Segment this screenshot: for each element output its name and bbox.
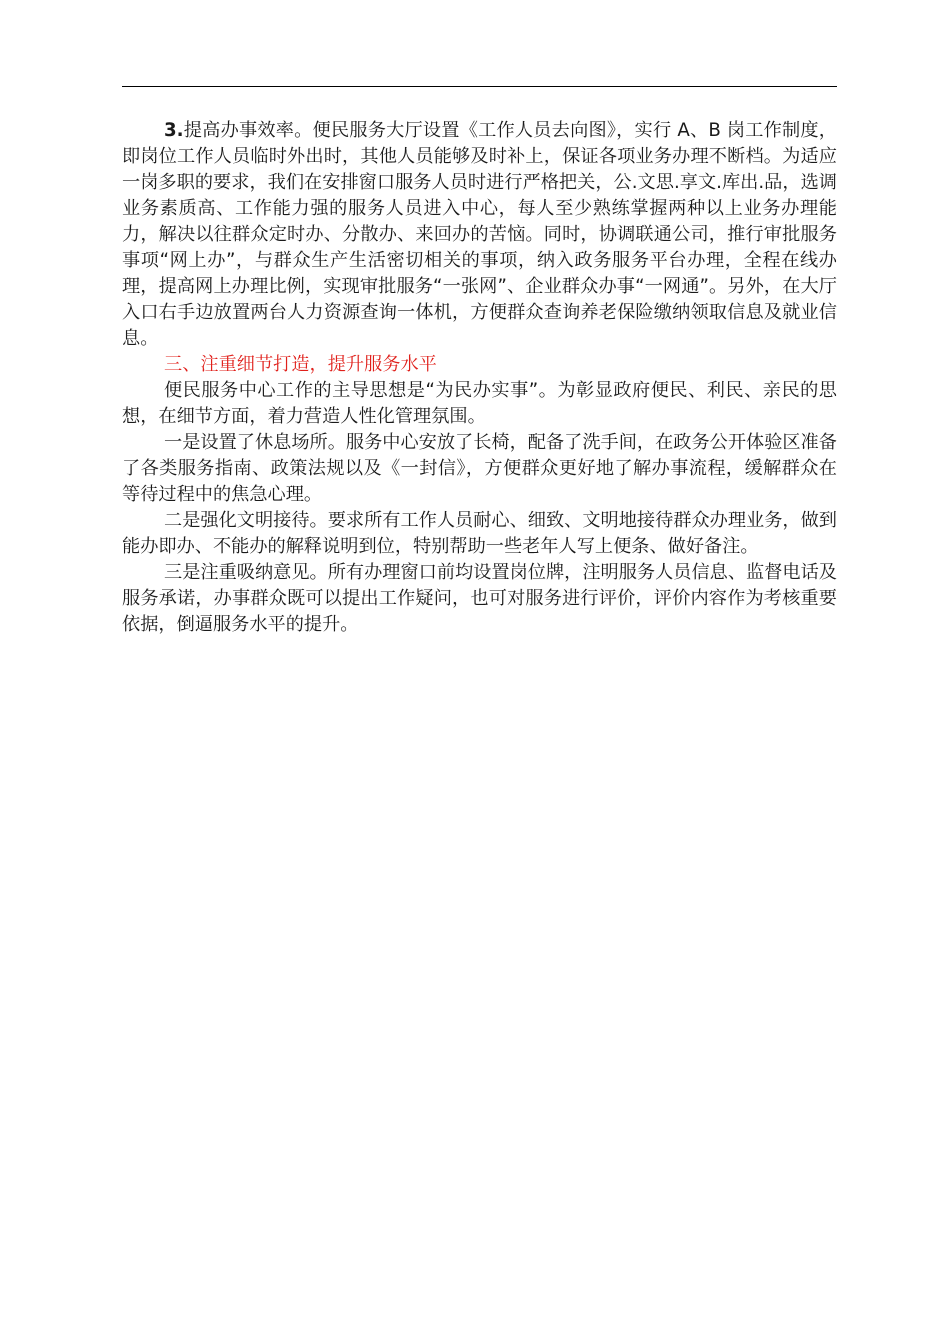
document-body bbox=[122, 118, 837, 638]
paragraph-text: 提高办事效率。便民服务大厅设置《工作人员去向图》，实行 A、B 岗工作制度，即岗位工作人员临时外出时，其他人员能够及时补上，保证各项业务办理不断档。为适应一岗多职的要求，我们在安排窗口服务人员时进行严格把关，公.文思.享文.库出.品，选调业务素质高、工作能力强的服务人员进入中心，每人至少熟练掌握两种以上业务办理能力，解决以往群众定时办、分散办、来回办的苦恼。同时，协调联通公司，推行审批服务事项“网上办”，与群众生产生活密切相关的事项，纳入政务服务平台办理，全程在线办理，提高网上办理比例，实现审批服务“一张网”、企业群众办事“一网通”。另外，在大厅入口右手边放置两台人力资源查询一体机，方便群众查询养老保险缴纳领取信息及就业信息。 bbox=[122, 120, 837, 349]
paragraph-rest-area: 一是设置了休息场所。服务中心安放了长椅，配备了洗手间，在政务公开体验区准备了各类服务指南、政策法规以及《一封信》，方便群众更好地了解办事流程，缓解群众在等待过程中的焦急心理。 bbox=[122, 432, 837, 505]
paragraph-efficiency bbox=[122, 118, 837, 352]
paragraph-feedback: 三是注重吸纳意见。所有办理窗口前均设置岗位牌，注明服务人员信息、监督电话及服务承诺，办事群众既可以提出工作疑问，也可对服务进行评价，评价内容作为考核重要依据，倒逼服务水平的提升。 bbox=[122, 562, 837, 635]
section-heading: 三、注重细节打造，提升服务水平 bbox=[164, 354, 437, 375]
paragraph-intro: 便民服务中心工作的主导思想是“为民办实事”。为彰显政府便民、利民、亲民的思想，在细节方面，着力营造人性化管理氛围。 bbox=[122, 380, 837, 427]
paragraph-civil-reception: 二是强化文明接待。要求所有工作人员耐心、细致、文明地接待群众办理业务，做到能办即办、不能办的解释说明到位，特别帮助一些老年人写上便条、做好备注。 bbox=[122, 510, 837, 557]
header-rule bbox=[122, 86, 837, 87]
item-number: 3. bbox=[164, 120, 184, 141]
